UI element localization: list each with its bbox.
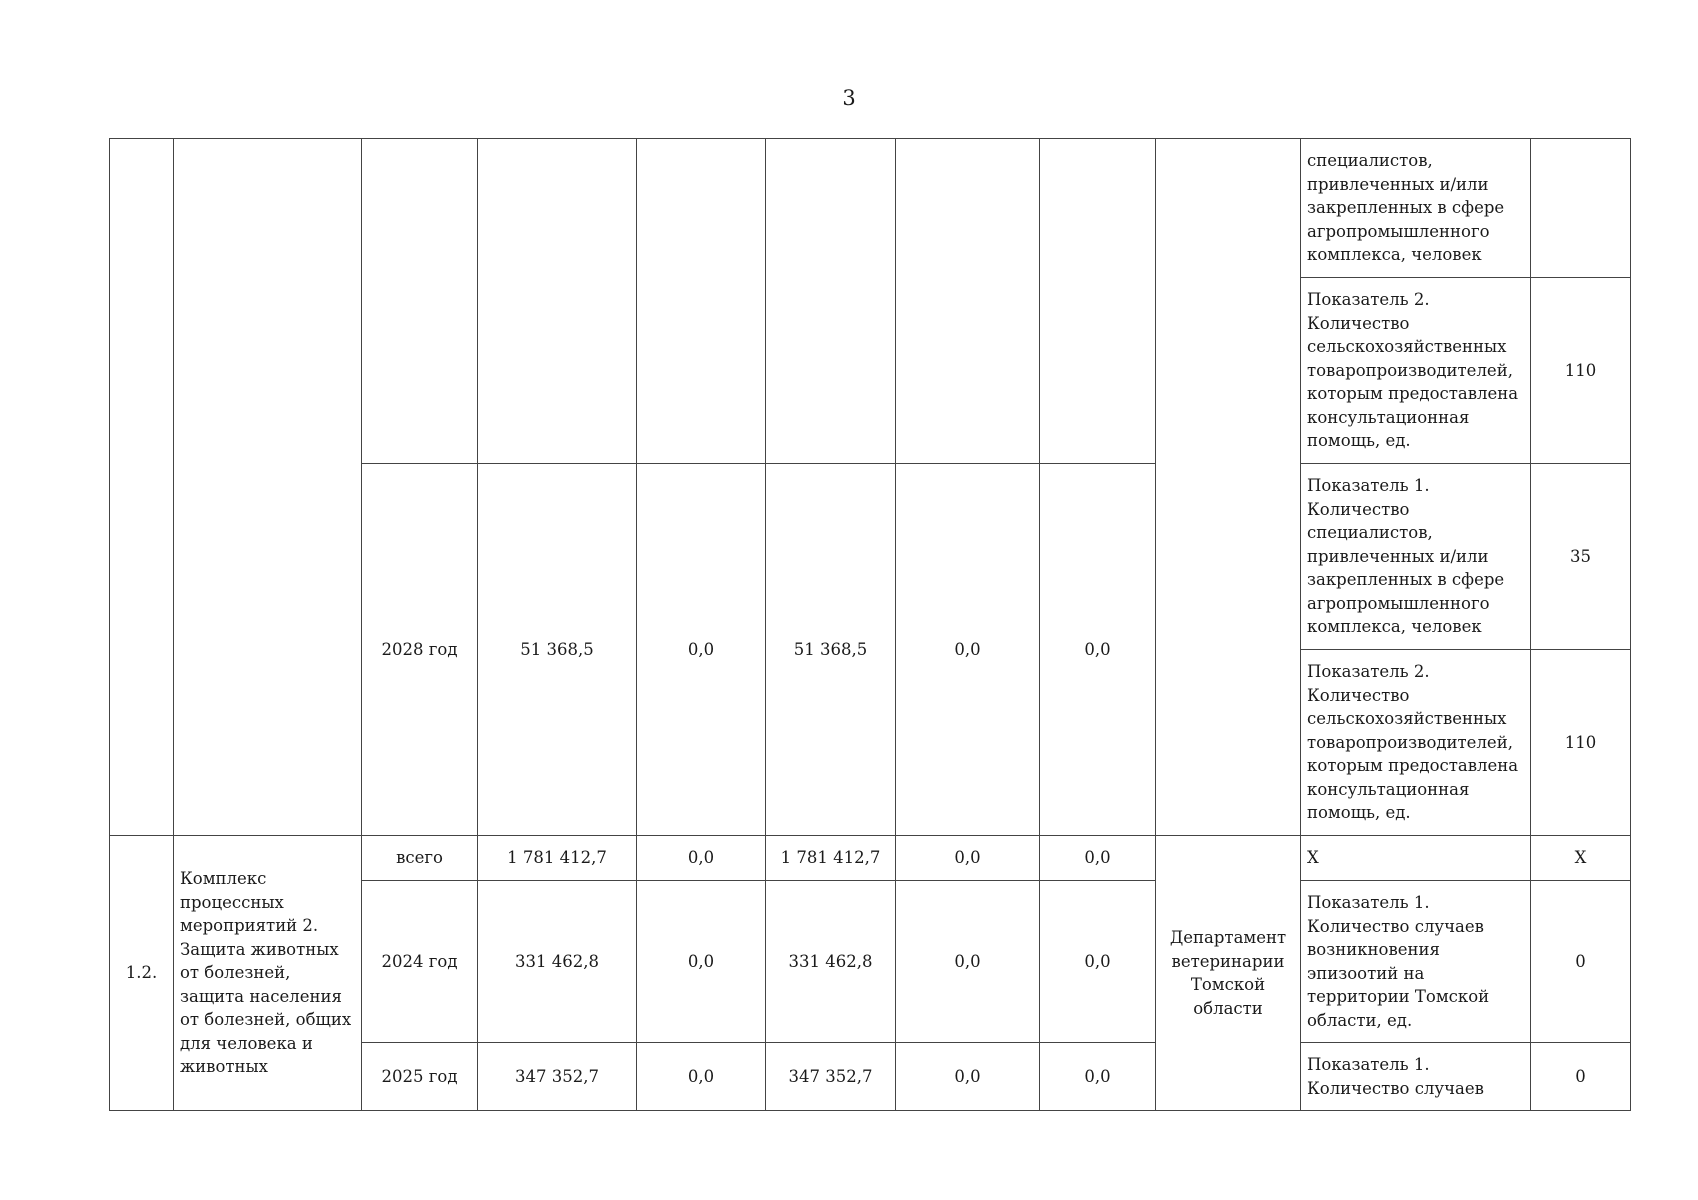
local-cell: 0,0 xyxy=(896,464,1040,836)
indicator-cell: Показатель 2. Количество сельскохозяйственных товаропроизводителей, которым предоставлена консультационная помощь, ед. xyxy=(1301,650,1531,836)
local-cell: 0,0 xyxy=(896,1043,1040,1111)
extra-cell: 0,0 xyxy=(1040,881,1156,1043)
indicator-cell: Показатель 2. Количество сельскохозяйственных товаропроизводителей, которым предоставлена консультационная помощь, ед. xyxy=(1301,278,1531,464)
regional-cell: 51 368,5 xyxy=(766,464,896,836)
table-row xyxy=(110,836,1631,881)
total-cell xyxy=(478,139,637,464)
indicator-cell: Показатель 1. Количество случаев xyxy=(1301,1043,1531,1111)
executor-cell: Департамент ветеринарии Томской области xyxy=(1156,836,1301,1111)
period-cell: 2025 год xyxy=(362,1043,478,1111)
extra-cell: 0,0 xyxy=(1040,464,1156,836)
regional-cell: 1 781 412,7 xyxy=(766,836,896,881)
section-number: 1.2. xyxy=(110,836,174,1111)
local-cell: 0,0 xyxy=(896,836,1040,881)
extra-cell: 0,0 xyxy=(1040,1043,1156,1111)
period-cell xyxy=(362,139,478,464)
local-cell: 0,0 xyxy=(896,881,1040,1043)
indicator-value-cell: 0 xyxy=(1531,1043,1631,1111)
regional-cell: 331 462,8 xyxy=(766,881,896,1043)
page-number: 3 xyxy=(842,86,856,110)
period-cell: 2024 год xyxy=(362,881,478,1043)
total-cell: 1 781 412,7 xyxy=(478,836,637,881)
executor-cell xyxy=(1156,139,1301,836)
section-name: Комплекс процессных мероприятий 2. Защита животных от болезней, защита населения от болезней, общих для человека и животных xyxy=(174,836,362,1111)
federal-cell: 0,0 xyxy=(637,464,766,836)
extra-cell xyxy=(1040,139,1156,464)
number-cell xyxy=(110,139,174,836)
total-cell: 51 368,5 xyxy=(478,464,637,836)
indicator-value-cell: 35 xyxy=(1531,464,1631,650)
total-cell: 347 352,7 xyxy=(478,1043,637,1111)
indicator-cell: X xyxy=(1301,836,1531,881)
indicator-value-cell: 0 xyxy=(1531,881,1631,1043)
indicator-value-cell xyxy=(1531,139,1631,278)
period-cell: всего xyxy=(362,836,478,881)
local-cell xyxy=(896,139,1040,464)
total-cell: 331 462,8 xyxy=(478,881,637,1043)
indicator-cell: Показатель 1. Количество случаев возникновения эпизоотий на территории Томской области, ед. xyxy=(1301,881,1531,1043)
extra-cell: 0,0 xyxy=(1040,836,1156,881)
federal-cell: 0,0 xyxy=(637,881,766,1043)
table-row xyxy=(110,139,1631,278)
program-table xyxy=(109,138,1631,1111)
federal-cell: 0,0 xyxy=(637,836,766,881)
indicator-value-cell: 110 xyxy=(1531,278,1631,464)
indicator-value-cell: 110 xyxy=(1531,650,1631,836)
indicator-cell: специалистов, привлеченных и/или закрепленных в сфере агропромышленного комплекса, человек xyxy=(1301,139,1531,278)
federal-cell: 0,0 xyxy=(637,1043,766,1111)
regional-cell: 347 352,7 xyxy=(766,1043,896,1111)
name-cell xyxy=(174,139,362,836)
indicator-value-cell: X xyxy=(1531,836,1631,881)
regional-cell xyxy=(766,139,896,464)
federal-cell xyxy=(637,139,766,464)
period-cell: 2028 год xyxy=(362,464,478,836)
indicator-cell: Показатель 1. Количество специалистов, привлеченных и/или закрепленных в сфере агропромышленного комплекса, человек xyxy=(1301,464,1531,650)
